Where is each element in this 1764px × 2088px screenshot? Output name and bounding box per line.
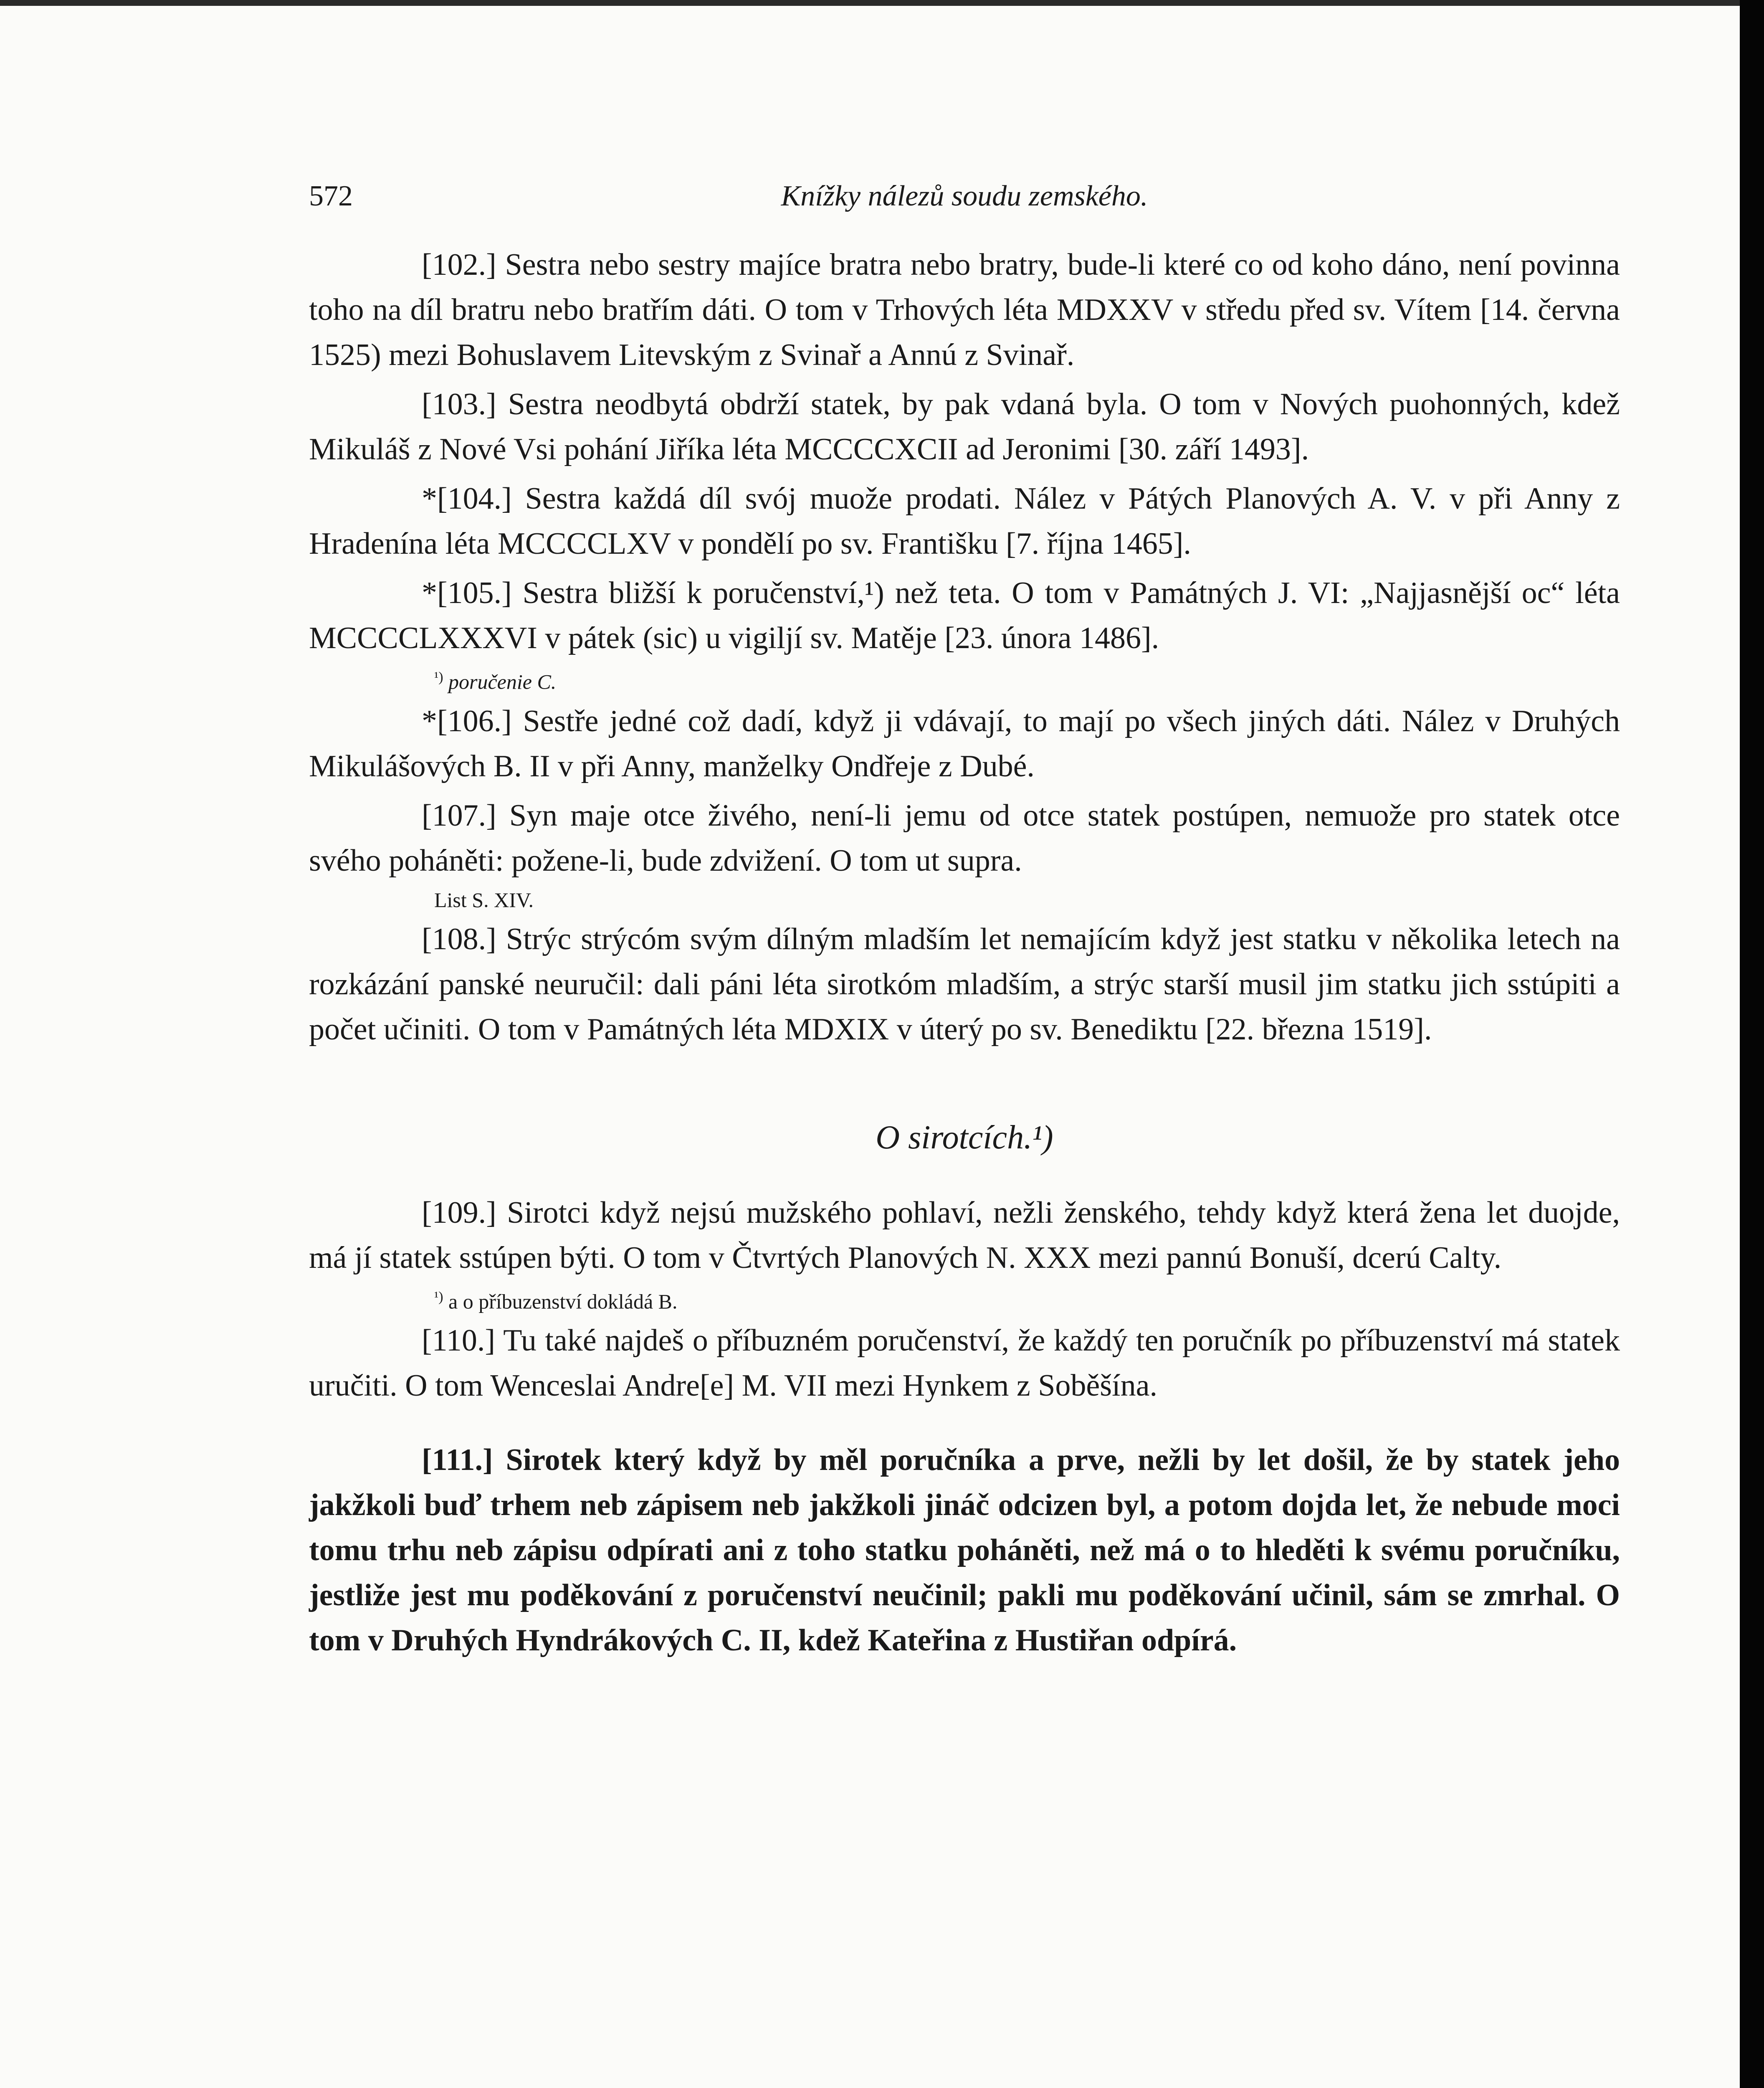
paragraph-109: [109.] Sirotci když nejsú mužského pohlaví, nežli ženského, tehdy když která žena let duojde, má jí statek sstúpen býti. O tom v Čtvrtých Planových N. XXX mezi pannú Bonuší, dcerú Calty. [309,1195,1620,1275]
footnote-2 [309,1280,1620,1318]
page-content [309,167,1620,1663]
paragraph-102: [102.] Sestra nebo sestry majíce bratra nebo bratry, bude-li které co od koho dáno, není povinna toho na díl bratru nebo bratřím dáti. O tom v Trhových léta MDXXV v středu před sv. Vítem [14. června 1525) mezi Bohuslavem Litevským z Svinař a Annú z Svinař. [309,248,1620,372]
list-reference: List S. XIV. [434,888,534,912]
running-head [309,167,1620,217]
footnote-1-text: poručenie C. [448,670,557,694]
footnote-2-marker: ¹) [434,1289,443,1305]
paragraph-103: [103.] Sestra neodbytá obdrží statek, by pak vdaná byla. O tom v Nových puohonných, kdež Mikuláš z Nové Vsi pohání Jiříka léta MCCCCXCII ad Jeronimi [30. září 1493]. [309,387,1620,466]
paragraph-104: *[104.] Sestra každá díl svój muože prodati. Nález v Pátých Planových A. V. v při Anny z Hradenína léta MCCCCLXV v pondělí po sv. Františku [7. října 1465]. [309,481,1620,561]
paragraph-107: [107.] Syn maje otce živého, není-li jemu od otce statek postúpen, nemuože pro statek otce svého poháněti: požene-li, bude zdvižení. O tom ut supra. [309,798,1620,878]
section-heading: O sirotcích.¹) [876,1119,1053,1156]
paragraph-106: *[106.] Sestře jedné což dadí, když ji vdávají, to mají po všech jiných dáti. Nález v Druhých Mikulášových B. II v při Anny, manželky Ondřeje z Dubé. [309,704,1620,783]
paragraph-110: [110.] Tu také najdeš o příbuzném poručenství, že každý ten poručník po příbuzenství má statek uručiti. O tom Wenceslai Andre[e] M. VII mezi Hynkem z Soběšína. [309,1323,1620,1403]
footnote-1-marker: ¹) [434,669,443,685]
running-title: Knížky nálezů soudu zemského. [781,180,1148,212]
paragraph-111: [111.] Sirotek který když by měl poručníka a prve, nežli by let došil, že by statek jeho jakžkoli buď trhem neb zápisem neb jakžkoli jináč odcizen byl, a potom dojda let, že nebude moci tomu trhu neb zápisu odpírati ani z toho statku poháněti, než má o to hleděti k svému poručníku, jestliže jest mu poděkování z poručenství neučinil; pakli mu poděkování učinil, sám se zmrhal. O tom v Druhých Hyndrákových C. II, kdež Kateřina z Hustiřan odpírá. [309,1443,1620,1658]
paragraph-105: *[105.] Sestra bližší k poručenství,¹) než teta. O tom v Památných J. VI: „Najjasnější oc“ léta MCCCCLXXXVI v pátek (sic) u vigiljí sv. Matěje [23. února 1486]. [309,576,1620,655]
footnote-1 [309,661,1620,699]
scan-top-edge [0,0,1764,6]
page-number: 572 [309,180,353,212]
paragraph-gap [309,1408,1620,1437]
paragraph-108: [108.] Strýc strýcóm svým dílným mladším let nemajícím když jest statku v několika letech na rozkázání panské neuručil: dali páni léta sirotkóm mladším, a strýc starší musil jim statku jich sstúpiti a počet učiniti. O tom v Památných léta MDXIX v úterý po sv. Benediktu [22. března 1519]. [309,922,1620,1047]
footnote-2-text: a o příbuzenství dokládá B. [448,1290,678,1313]
scan-right-edge [1740,0,1764,2088]
